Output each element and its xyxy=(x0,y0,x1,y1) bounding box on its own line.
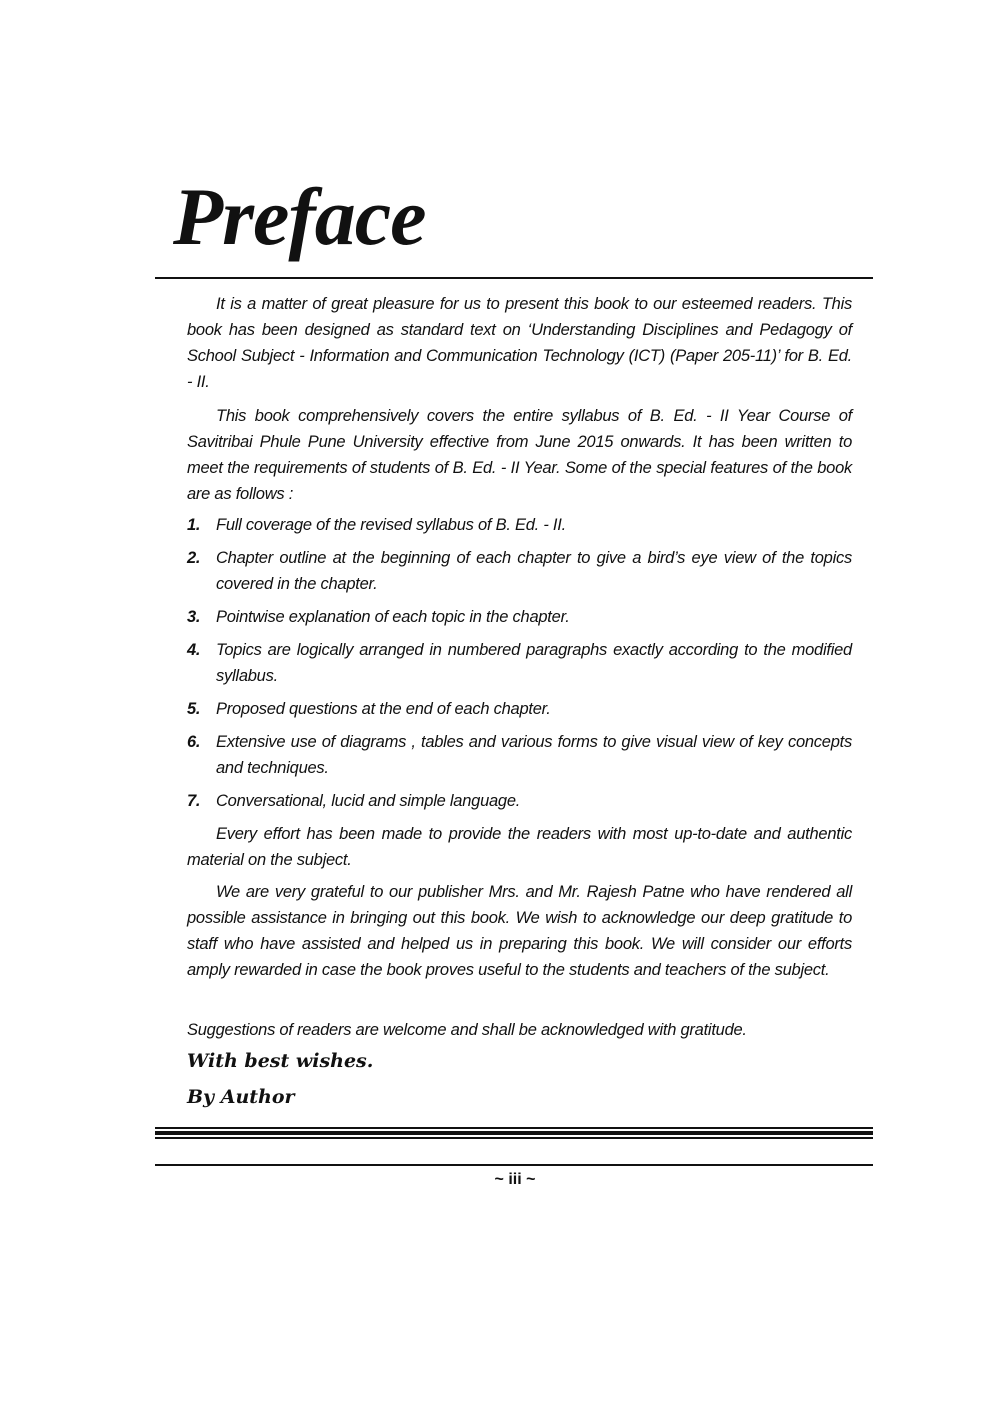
title-rule xyxy=(155,277,873,279)
item-number: 2. xyxy=(187,549,201,567)
item-text: Full coverage of the revised syllabus of B. Ed. - II. xyxy=(216,516,566,534)
footer-rule-bottom xyxy=(155,1137,873,1139)
paragraph-text: This book comprehensively covers the entire syllabus of B. Ed. - II Year Course of Savitribai Phule Pune University effective from June 2015 onwards. It has been written to meet the requirements of students of B. Ed. - II Year. Some of the special features of the book are as follows : xyxy=(187,407,852,503)
item-number: 6. xyxy=(187,733,201,751)
gratitude-paragraph xyxy=(187,879,852,983)
page-title: Preface xyxy=(173,171,426,262)
page-number: ~ iii ~ xyxy=(494,1171,536,1188)
item-text: Topics are logically arranged in numbered paragraphs exactly according to the modified syllabus. xyxy=(216,641,852,685)
item-number: 5. xyxy=(187,700,201,718)
intro-paragraph xyxy=(187,291,852,395)
signature: By Author xyxy=(187,1086,295,1108)
list-item xyxy=(187,637,852,689)
item-number: 3. xyxy=(187,608,201,626)
paragraph-text: It is a matter of great pleasure for us to present this book to our esteemed readers. This book has been designed as standard text on ‘Understanding Disciplines and Pedagogy of School Subject - Information and Communication Technology (ICT) (Paper 205-11)’ for B. Ed. - II. xyxy=(187,295,852,391)
list-item xyxy=(187,545,852,597)
list-item xyxy=(187,604,852,630)
footer-rule-thick xyxy=(155,1131,873,1135)
item-number: 1. xyxy=(187,516,201,534)
item-text: Extensive use of diagrams , tables and various forms to give visual view of key concepts and techniques. xyxy=(216,733,852,777)
list-item xyxy=(187,696,852,722)
item-text: Conversational, lucid and simple language. xyxy=(216,792,521,810)
coverage-paragraph xyxy=(187,403,852,507)
item-text: Proposed questions at the end of each chapter. xyxy=(216,700,551,718)
page-number-rule xyxy=(155,1164,873,1166)
item-text: Chapter outline at the beginning of each chapter to give a bird’s eye view of the topics covered in the chapter. xyxy=(216,549,852,593)
list-item xyxy=(187,729,852,781)
best-wishes: With best wishes. xyxy=(187,1050,374,1072)
item-number: 7. xyxy=(187,792,201,810)
suggestion-text: Suggestions of readers are welcome and shall be acknowledged with gratitude. xyxy=(187,1021,747,1039)
footer-rule-top xyxy=(155,1127,873,1129)
suggestion-line xyxy=(187,1017,852,1043)
paragraph-text: We are very grateful to our publisher Mrs. and Mr. Rajesh Patne who have rendered all possible assistance in bringing out this book. We wish to acknowledge our deep gratitude to staff who have assisted and helped us in preparing this book. We will consider our efforts amply rewarded in case the book proves useful to the students and teachers of the subject. xyxy=(187,883,852,979)
list-item xyxy=(187,788,852,814)
item-text: Pointwise explanation of each topic in the chapter. xyxy=(216,608,570,626)
item-number: 4. xyxy=(187,641,201,659)
paragraph-text: Every effort has been made to provide the readers with most up-to-date and authentic material on the subject. xyxy=(187,825,852,869)
effort-paragraph xyxy=(187,821,852,873)
list-item xyxy=(187,512,852,538)
